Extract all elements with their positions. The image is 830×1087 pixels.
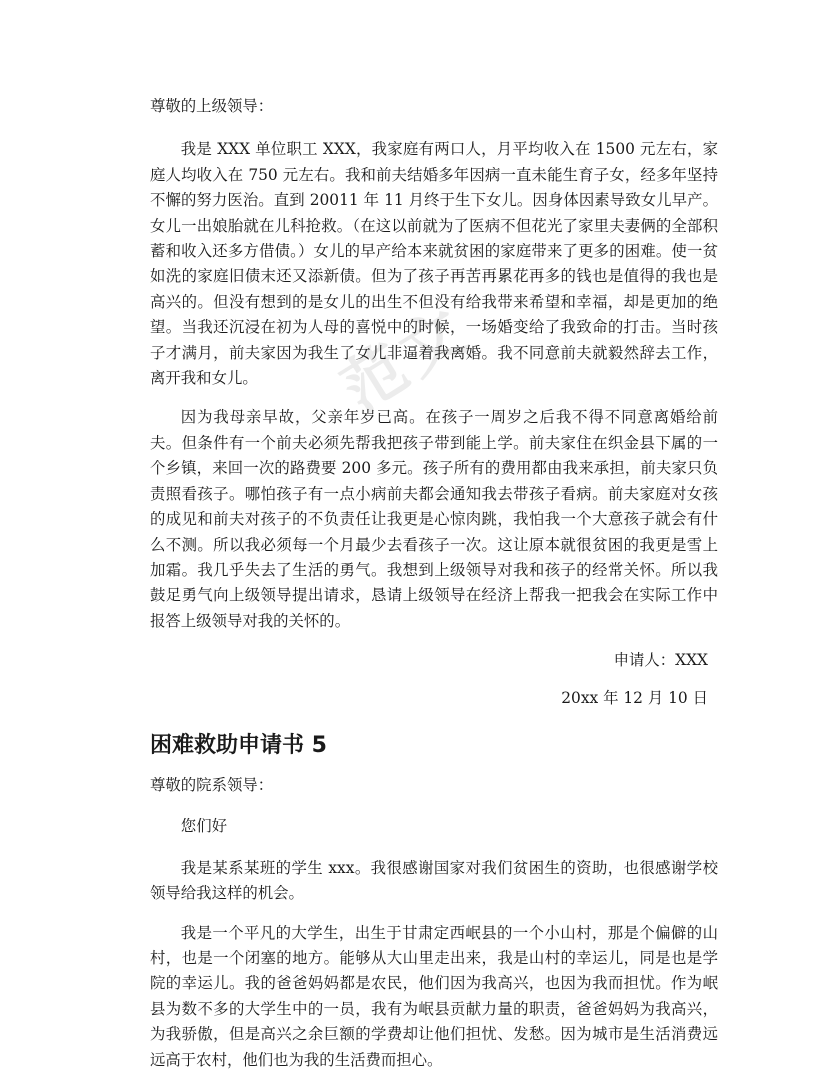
letter1-paragraph-2: 因为我母亲早故，父亲年岁已高。在孩子一周岁之后我不得不同意离婚给前夫。但条件有一个前夫必须先帮我把孩子带到能上学。前夫家住在织金县下属的一个乡镇，来回一次的路费要 200 多元。孩子所有的费用都由我来承担，前夫家只负责照看孩子。哪怕孩子有一点小病前夫都会通知我去带孩子看病。前夫家庭对女孩的成见和前夫对孩子的不负责任让我更是心惊肉跳，我怕我一个大意孩子就会有什么不测。所以我必须每一个月最少去看孩子一次。这让原本就很贫困的我更是雪上加霜。我几乎失去了生活的勇气。我想到上级领导对我和孩子的经常关怀。所以我鼓足勇气向上级领导提出请求，恳请上级领导在经济上帮我一把我会在实际工作中报答上级领导对我的关怀的。 — [150, 408, 718, 630]
letter1-salutation: 尊敬的上级领导： — [150, 97, 274, 115]
letter1-date: 20xx 年 12 月 10 日 — [561, 688, 708, 707]
letter2-greeting: 您们好 — [180, 817, 227, 836]
letter2-salutation: 尊敬的院系领导： — [150, 775, 274, 794]
letter2-paragraph-2: 我是一个平凡的大学生，出生于甘肃定西岷县的一个小山村，那是个偏僻的山村，也是一个闭塞的地方。能够从大山里走出来，我是山村的幸运儿，同是也是学院的幸运儿。我的爸爸妈妈都是农民，他们因为我高兴，也因为我而担忧。作为岷县为数不多的大学生中的一员，我有为岷县贡献力量的职责，爸爸妈妈为我高兴，为我骄傲，但是高兴之余巨额的学费却让他们担忧、发愁。因为城市是生活消费远远高于农村，他们也为我的生活费而担心。 — [150, 923, 718, 1069]
letter2-title: 困难救助申请书 5 — [150, 732, 327, 758]
watermark-text: 范文 — [328, 291, 484, 426]
letter2-paragraph-1: 我是某系某班的学生 xxx。我很感谢国家对我们贫困生的资助，也很感谢学校领导给我这样的机会。 — [150, 858, 718, 903]
letter1-paragraph-1: 我是 XXX 单位职工 XXX，我家庭有两口人，月平均收入在 1500 元左右，家庭人均收入在 750 元左右。我和前夫结婚多年因病一直未能生育子女，经多年坚持不懈的努力医治。直到 20011 年 11 月终于生下女儿。因身体因素导致女儿早产。女儿一出娘胎就在儿科抢救。（在这以前就为了医病不但花光了家里夫妻俩的全部积蓄和收入还多方借债。）女儿的早产给本来就贫困的家庭带来了更多的困难。使一贫如洗的家庭旧债末还又添新债。但为了孩子再苦再累花再多的钱也是值得的我也是高兴的。但没有想到的是女儿的出生不但没有给我带来希望和幸福，却是更加的绝望。当我还沉浸在初为人母的喜悦中的时候，一场婚变给了我致命的打击。当时孩子才满月，前夫家因为我生了女儿非逼着我离婚。我不同意前夫就毅然辞去工作，离开我和女儿。 — [150, 140, 718, 388]
document-body — [150, 94, 718, 1087]
letter1-applicant: 申请人：XXX — [613, 651, 708, 670]
